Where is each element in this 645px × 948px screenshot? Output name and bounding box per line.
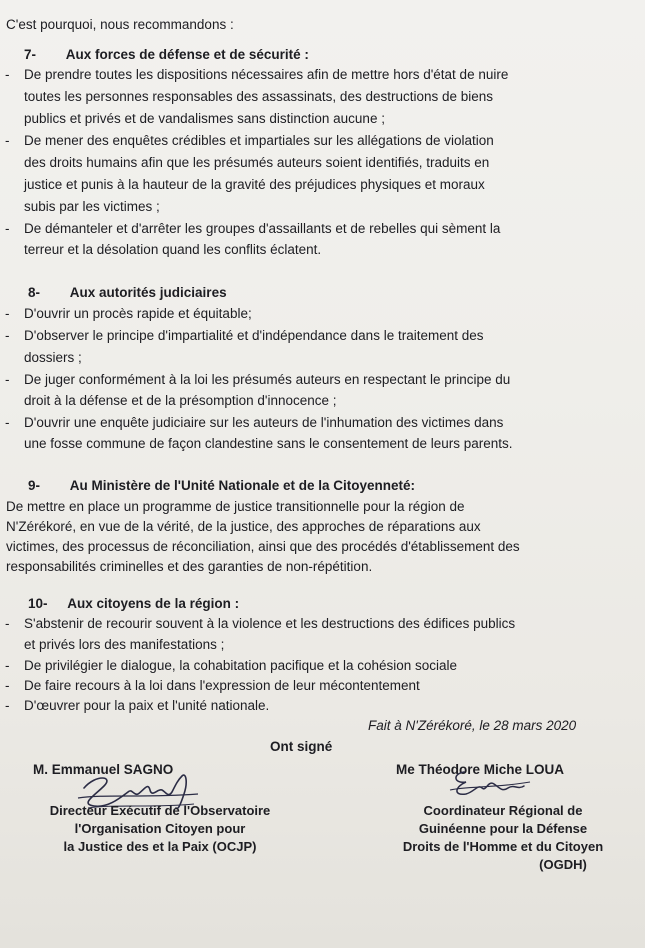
bullet: - — [5, 415, 10, 430]
list-item-line: toutes les personnes responsables des assassinats, des destructions de biens — [24, 89, 494, 104]
list-item-line: D'ouvrir un procès rapide et équitable; — [24, 306, 252, 321]
section-title: Aux autorités judiciaires — [69, 285, 227, 300]
list-item-line: D'ouvrir une enquête judiciaire sur les auteurs de l'inhumation des victimes dans — [24, 415, 504, 430]
signatory-left-name: M. Emmanuel SAGNO — [33, 762, 174, 777]
bullet: - — [5, 616, 10, 631]
paragraph-line: victimes, des processus de réconciliation, ainsi que des procédés d'établissement des — [6, 539, 520, 554]
signatory-right-name: Me Théodore Miche LOUA — [396, 762, 565, 777]
bullet: - — [5, 67, 10, 82]
title-line: Directeur Exécutif de l'Observatoire — [49, 803, 271, 818]
section-title: Aux forces de défense et de sécurité : — [65, 47, 309, 62]
paragraph-line: N'Zérékoré, en vue de la vérité, de la justice, des approches de réparations aux — [6, 519, 481, 534]
list-item-line: De juger conformément à la loi les présumés auteurs en respectant le principe du — [24, 372, 511, 387]
paragraph-line: responsabilités criminelles et des garanties de non-répétition. — [6, 559, 373, 574]
signature-right — [444, 766, 534, 802]
signatory-right-title — [358, 802, 645, 874]
list-item-line: De mener des enquêtes crédibles et impartiales sur les allégations de violation — [24, 133, 494, 148]
signatory-left-title — [10, 802, 310, 856]
section-number: 9- — [28, 478, 41, 493]
list-item-line: D'observer le principe d'impartialité et d'indépendance dans le traitement des — [24, 328, 484, 343]
list-item-line: droit à la défense et de la présomption d'innocence ; — [24, 393, 337, 408]
list-item-line: des droits humains afin que les présumés auteurs soient identifiés, traduits en — [24, 155, 490, 170]
section-title: Aux citoyens de la région : — [67, 596, 240, 611]
section-7-heading — [24, 47, 309, 62]
title-line: Guinéenne pour la Défense — [418, 821, 588, 836]
title-line: Droits de l'Homme et du Citoyen — [402, 839, 604, 854]
signed-label: Ont signé — [270, 739, 333, 754]
title-line: la Justice des et la Paix (OCJP) — [63, 839, 257, 854]
bullet: - — [5, 221, 10, 236]
bullet: - — [5, 372, 10, 387]
list-item-line: une fosse commune de façon clandestine sans le consentement de leurs parents. — [24, 436, 513, 451]
list-item-line: et privés lors des manifestations ; — [24, 637, 225, 652]
list-item-line: De démanteler et d'arrêter les groupes d'assaillants et de rebelles qui sèment la — [24, 221, 501, 236]
list-item-line: De privilégier le dialogue, la cohabitation pacifique et la cohésion sociale — [24, 658, 458, 673]
title-line: (OGDH) — [539, 857, 587, 872]
bullet: - — [5, 678, 10, 693]
title-line: l'Organisation Citoyen pour — [74, 821, 246, 836]
bullet: - — [5, 328, 10, 343]
list-item-line: D'œuvrer pour la paix et l'unité nationale. — [24, 698, 270, 713]
bullet: - — [5, 133, 10, 148]
paragraph-line: De mettre en place un programme de justice transitionnelle pour la région de — [6, 499, 465, 514]
section-number: 8- — [28, 285, 41, 300]
intro-text: C'est pourquoi, nous recommandons : — [6, 17, 234, 32]
list-item-line: justice et punis à la hauteur de la gravité des préjudices physiques et moraux — [24, 177, 485, 192]
list-item-line: subis par les victimes ; — [24, 199, 160, 214]
section-8-heading — [28, 285, 227, 300]
bullet: - — [5, 658, 10, 673]
list-item-line: S'abstenir de recourir souvent à la violence et les destructions des édifices publics — [24, 616, 516, 631]
bullet: - — [5, 306, 10, 321]
list-item-line: De faire recours à la loi dans l'expression de leur mécontentement — [24, 678, 420, 693]
section-title: Au Ministère de l'Unité Nationale et de la Citoyenneté: — [69, 478, 416, 493]
section-number: 10- — [28, 596, 48, 611]
list-item-line: De prendre toutes les dispositions nécessaires afin de mettre hors d'état de nuire — [24, 67, 509, 82]
section-number: 7- — [24, 47, 37, 62]
list-item-line: dossiers ; — [24, 350, 82, 365]
section-10-heading — [28, 596, 239, 611]
list-item-line: terreur et la désolation quand les conflits éclatent. — [24, 242, 322, 257]
title-line: Coordinateur Régional de — [423, 803, 583, 818]
section-9-heading — [28, 478, 415, 493]
list-item-line: publics et privés et de vandalismes sans distinction aucune ; — [24, 111, 385, 126]
date-line: Fait à N'Zérékoré, le 28 mars 2020 — [368, 718, 577, 733]
bullet: - — [5, 698, 10, 713]
